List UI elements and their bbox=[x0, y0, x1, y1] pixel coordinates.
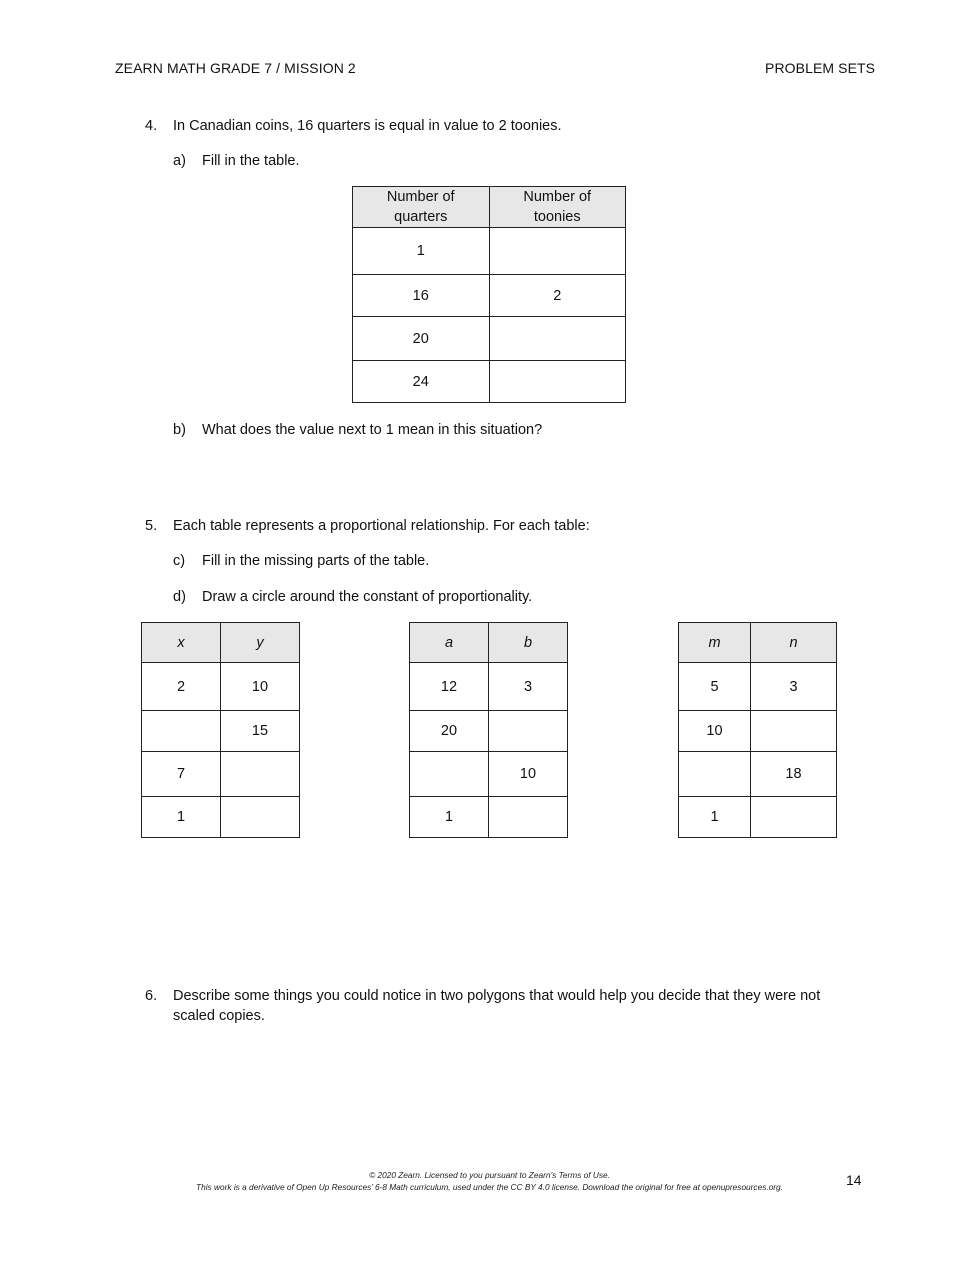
table-cell bbox=[489, 797, 568, 838]
table-cell: 1 bbox=[353, 228, 490, 275]
table-cell: 1 bbox=[410, 797, 489, 838]
q5c-label: c) bbox=[173, 553, 186, 569]
coins-header-quarters: Number of quarters bbox=[353, 187, 490, 228]
table-cell bbox=[410, 752, 489, 797]
coins-header-toonies: Number of toonies bbox=[489, 187, 626, 228]
table-cell bbox=[679, 752, 751, 797]
table-cell: 12 bbox=[410, 663, 489, 711]
q5-text: Each table represents a proportional relationship. For each table: bbox=[173, 518, 590, 534]
proportion-table-xy bbox=[141, 622, 300, 838]
q4b-text: What does the value next to 1 mean in this situation? bbox=[202, 422, 543, 438]
q4a-label: a) bbox=[173, 153, 186, 169]
table-cell: 5 bbox=[679, 663, 751, 711]
table-cell bbox=[489, 361, 626, 403]
table-header-m: m bbox=[679, 623, 751, 663]
table-cell bbox=[751, 797, 837, 838]
table-cell bbox=[221, 752, 300, 797]
table-cell: 10 bbox=[221, 663, 300, 711]
footer-license-line: © 2020 Zearn. Licensed to you pursuant to Zearn’s Terms of Use. bbox=[369, 1170, 610, 1180]
table-cell: 3 bbox=[751, 663, 837, 711]
table-cell: 3 bbox=[489, 663, 568, 711]
q4b-label: b) bbox=[173, 422, 186, 438]
table-cell bbox=[142, 711, 221, 752]
q5-number: 5. bbox=[145, 518, 158, 534]
table-cell: 1 bbox=[679, 797, 751, 838]
q4-text: In Canadian coins, 16 quarters is equal in value to 2 toonies. bbox=[173, 118, 562, 134]
q5d-label: d) bbox=[173, 589, 186, 605]
coins-table bbox=[352, 186, 626, 403]
table-header-x: x bbox=[142, 623, 221, 663]
proportion-table-ab bbox=[409, 622, 568, 838]
proportion-table-mn bbox=[678, 622, 837, 838]
table-header-a: a bbox=[410, 623, 489, 663]
q4-number: 4. bbox=[145, 118, 158, 134]
table-cell: 18 bbox=[751, 752, 837, 797]
page-number: 14 bbox=[846, 1172, 862, 1188]
table-cell: 20 bbox=[410, 711, 489, 752]
q6-text-line2: scaled copies. bbox=[173, 1008, 265, 1024]
table-cell bbox=[489, 711, 568, 752]
table-header-y: y bbox=[221, 623, 300, 663]
table-cell: 7 bbox=[142, 752, 221, 797]
header-left-title: ZEARN MATH GRADE 7 / MISSION 2 bbox=[115, 60, 356, 76]
table-cell bbox=[489, 228, 626, 275]
q5c-text: Fill in the missing parts of the table. bbox=[202, 553, 430, 569]
q5d-text: Draw a circle around the constant of proportionality. bbox=[202, 589, 533, 605]
q6-number: 6. bbox=[145, 988, 158, 1004]
table-cell: 16 bbox=[353, 275, 490, 317]
table-cell: 20 bbox=[353, 317, 490, 361]
table-cell bbox=[489, 317, 626, 361]
table-cell: 2 bbox=[489, 275, 626, 317]
table-cell: 15 bbox=[221, 711, 300, 752]
q6-text-line1: Describe some things you could notice in two polygons that would help you decide that they were not bbox=[173, 988, 821, 1004]
table-header-n: n bbox=[751, 623, 837, 663]
header-right-title: PROBLEM SETS bbox=[765, 60, 876, 76]
table-cell: 10 bbox=[679, 711, 751, 752]
table-cell bbox=[221, 797, 300, 838]
table-cell: 2 bbox=[142, 663, 221, 711]
footer-derivative-line: This work is a derivative of Open Up Resources’ 6-8 Math curriculum, used under the CC BY 4.0 license. Download the original for free at openupresources.org. bbox=[196, 1182, 783, 1192]
table-cell: 24 bbox=[353, 361, 490, 403]
table-cell: 10 bbox=[489, 752, 568, 797]
table-header-b: b bbox=[489, 623, 568, 663]
q4a-text: Fill in the table. bbox=[202, 153, 300, 169]
table-cell bbox=[751, 711, 837, 752]
table-cell: 1 bbox=[142, 797, 221, 838]
